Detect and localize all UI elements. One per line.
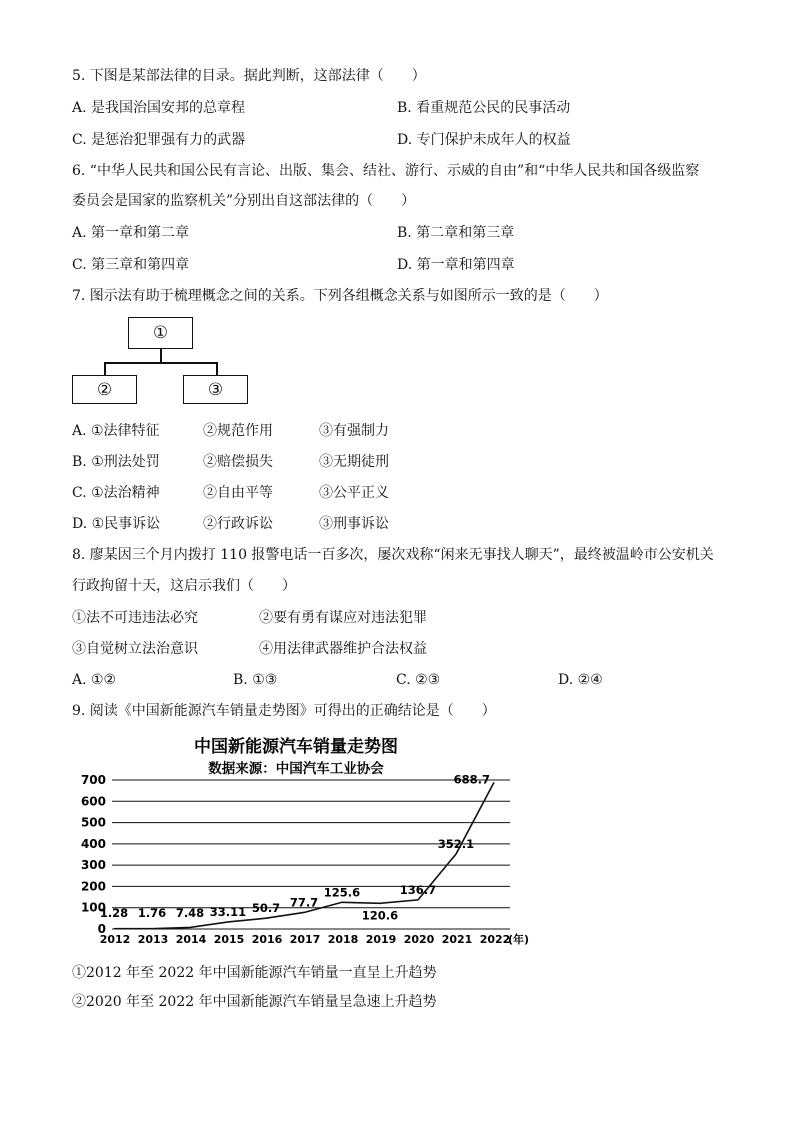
q7-option-d-3: ③刑事诉讼 (319, 516, 389, 532)
q6-stem-line1: 6. “中华人民共和国公民有言论、出版、集会、结社、游行、示威的自由”和“中华人民共和国各级监察 (72, 163, 700, 179)
q9-statement-2: ②2020 年至 2022 年中国新能源汽车销量呈急速上升趋势 (72, 994, 437, 1010)
q7-option-d-1: D. ①民事诉讼 (72, 516, 161, 532)
q8-item-3: ③自觉树立法治意识 (72, 641, 198, 657)
q7-option-b-2: ②赔偿损失 (203, 454, 273, 470)
chart-title: 中国新能源汽车销量走势图 (194, 737, 398, 757)
y-tick-label: 500 (80, 815, 106, 830)
q7-option-b-3: ③无期徒刑 (319, 454, 389, 470)
y-tick-label: 400 (80, 836, 106, 851)
q5-option-d: D. 专门保护未成年人的权益 (397, 132, 571, 148)
data-labels (100, 772, 490, 922)
q8-item-1: ①法不可违违法必究 (72, 610, 198, 626)
y-tick-label: 200 (80, 879, 106, 894)
sales-trend-chart (78, 733, 548, 948)
y-tick-label: 0 (97, 922, 106, 936)
diagram-stem-line (160, 349, 162, 362)
x-tick-label: 2020 (403, 933, 435, 946)
q7-option-b-1: B. ①刑法处罚 (72, 454, 160, 470)
x-tick-label: 2022 (479, 933, 511, 946)
q5-stem: 5. 下图是某部法律的目录。据此判断，这部法律（ ） (72, 68, 426, 84)
q9-stem: 9. 阅读《中国新能源汽车销量走势图》可得出的正确结论是（ ） (72, 703, 496, 719)
q6-option-d: D. 第一章和第四章 (397, 257, 515, 273)
q8-stem-line1: 8. 廖某因三个月内拨打 110 报警电话一百多次，屡次戏称“闲来无事找人聊天”，最终被温岭市公安机关 (72, 547, 714, 563)
data-label: 1.28 (99, 906, 129, 920)
y-tick-label: 700 (80, 773, 106, 787)
x-tick-label: 2016 (251, 933, 283, 946)
data-label: 120.6 (361, 908, 399, 923)
q7-option-c-2: ②自由平等 (203, 485, 273, 501)
q7-option-c-1: C. ①法治精神 (72, 485, 160, 501)
diagram-box-3: ③ (183, 375, 248, 404)
q7-option-a-2: ②规范作用 (203, 423, 273, 439)
q8-stem-line2: 行政拘留十天，这启示我们（ ） (72, 578, 296, 594)
q7-option-a-3: ③有强制力 (319, 423, 389, 439)
y-tick-label: 300 (80, 858, 106, 873)
q8-option-b: B. ①③ (233, 672, 278, 688)
data-label: 1.76 (137, 906, 167, 920)
q8-item-4: ④用法律武器维护合法权益 (259, 641, 427, 657)
x-tick-label: 2017 (289, 933, 321, 946)
y-tick-label: 100 (80, 900, 106, 915)
q7-option-a-1: A. ①法律特征 (72, 423, 160, 439)
data-label: 688.7 (453, 772, 490, 787)
q8-option-a: A. ①② (72, 672, 117, 688)
q7-stem: 7. 图示法有助于梳理概念之间的关系。下列各组概念关系与如图所示一致的是（ ） (72, 288, 608, 304)
chart-subtitle: 数据来源：中国汽车工业协会 (208, 761, 384, 777)
q6-option-c: C. 第三章和第四章 (72, 257, 190, 273)
data-label: 125.6 (323, 885, 361, 900)
y-tick-label: 600 (80, 794, 106, 809)
q7-option-c-3: ③公平正义 (319, 485, 389, 501)
q7-option-d-2: ②行政诉讼 (203, 516, 273, 532)
q5-option-a: A. 是我国治国安邦的总章程 (72, 100, 246, 116)
q5-option-b: B. 看重规范公民的民事活动 (397, 100, 571, 116)
x-tick-label: 2015 (213, 933, 245, 946)
data-label: 33.11 (209, 904, 247, 919)
q6-option-b: B. 第二章和第三章 (397, 225, 515, 241)
x-tick-label: 2019 (365, 933, 397, 946)
data-label: 50.7 (251, 901, 281, 916)
q6-stem-line2: 委员会是国家的监察机关”分别出自这部法律的（ ） (72, 193, 416, 209)
x-tick-label: 2013 (137, 933, 169, 946)
diagram-right-drop (216, 362, 218, 376)
x-tick-label: 2021 (441, 933, 473, 946)
q8-option-d: D. ②④ (558, 672, 603, 688)
x-tick-label: 2012 (99, 933, 131, 946)
q8-item-2: ②要有勇有谋应对违法犯罪 (259, 610, 427, 626)
q8-option-c: C. ②③ (396, 672, 441, 688)
data-label: 136.7 (399, 882, 437, 897)
data-label: 7.48 (175, 906, 205, 920)
q5-option-c: C. 是惩治犯罪强有力的武器 (72, 132, 246, 148)
diagram-left-drop (104, 362, 106, 376)
x-tick-label: 2014 (175, 933, 207, 946)
diagram-box-1: ① (128, 317, 193, 349)
q9-statement-1: ①2012 年至 2022 年中国新能源汽车销量一直呈上升趋势 (72, 965, 437, 981)
diagram-branch-line (104, 362, 217, 364)
diagram-box-2: ② (72, 375, 137, 404)
data-label: 352.1 (437, 837, 475, 852)
x-tick-label: 2018 (327, 933, 359, 946)
q6-option-a: A. 第一章和第二章 (72, 225, 190, 241)
data-label: 77.7 (289, 895, 319, 910)
x-axis-unit: (年) (508, 933, 530, 946)
x-axis-ticks (100, 933, 511, 946)
